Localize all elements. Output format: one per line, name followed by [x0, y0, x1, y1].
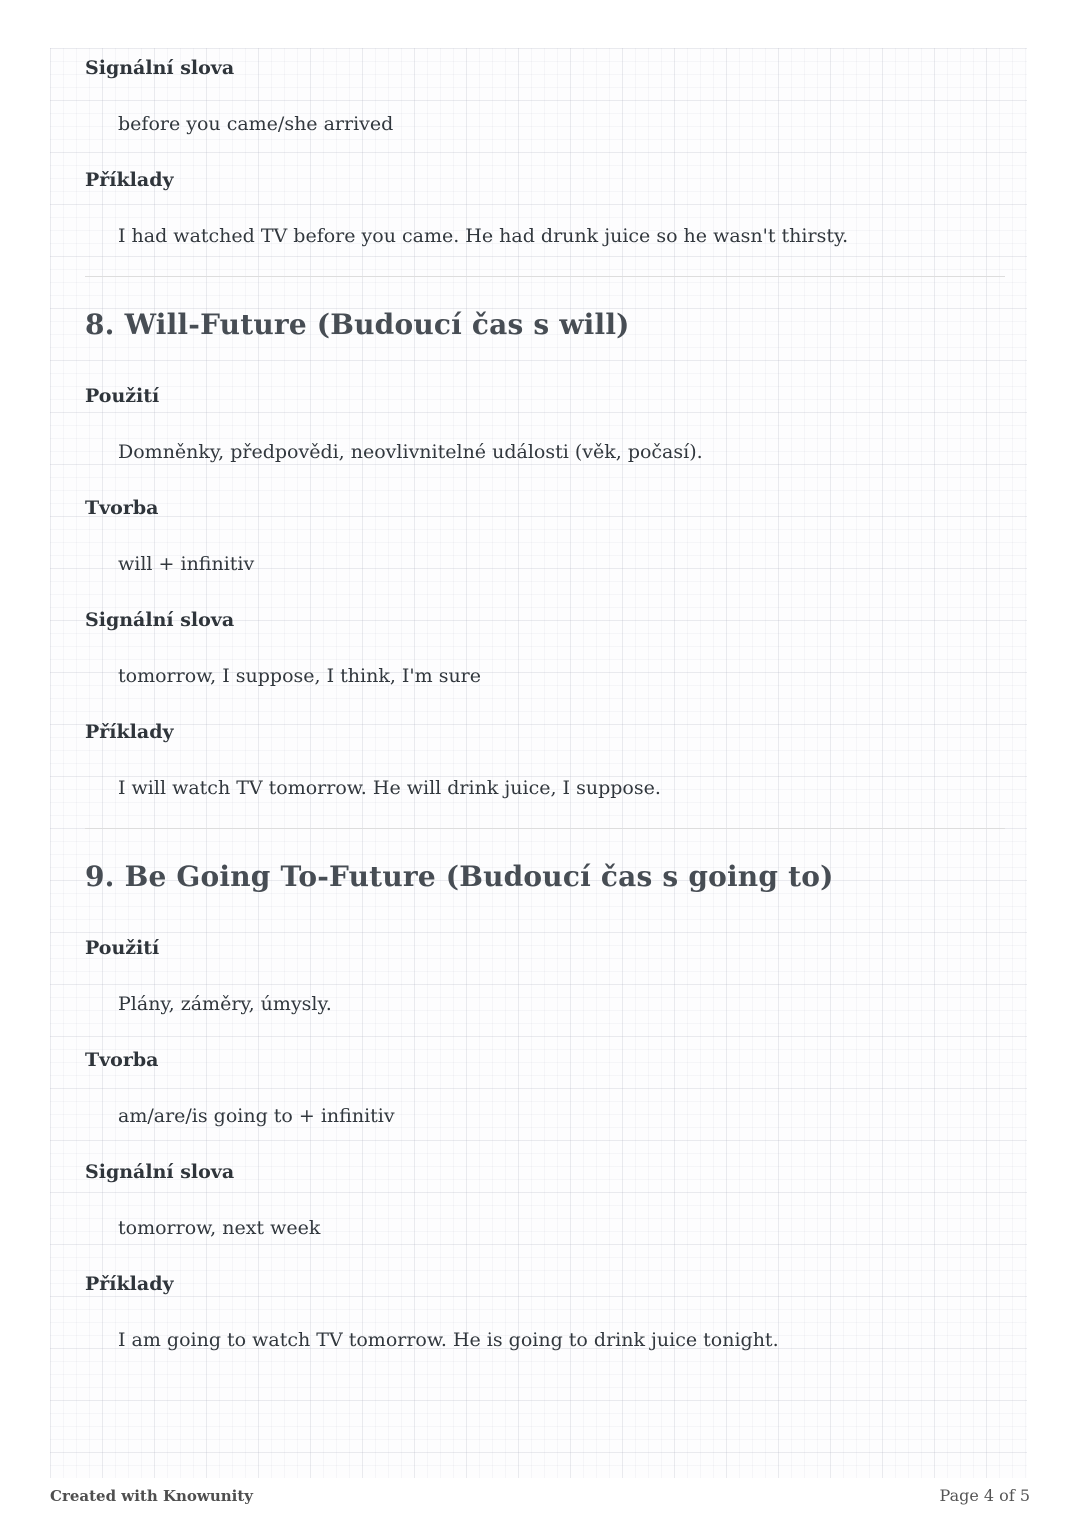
field-value: Domněnky, předpovědi, neovlivnitelné události (věk, počasí). — [118, 441, 703, 463]
section-past-perfect-tail — [85, 56, 1005, 248]
field-label: Signální slova — [85, 1161, 235, 1183]
field-label: Příklady — [85, 721, 174, 743]
field-value: I am going to watch TV tomorrow. He is going to drink juice tonight. — [118, 1329, 779, 1351]
field-value: I had watched TV before you came. He had drunk juice so he wasn't thirsty. — [118, 225, 849, 247]
field-label: Použití — [85, 937, 160, 959]
field-label: Signální slova — [85, 57, 235, 79]
field-value: tomorrow, I suppose, I think, I'm sure — [118, 665, 482, 687]
section-be-going-to-future — [85, 856, 1005, 1352]
field-value: before you came/she arrived — [118, 113, 394, 135]
section-divider — [85, 276, 1005, 277]
page-content — [85, 0, 1005, 1384]
footer-page-number: Page 4 of 5 — [939, 1486, 1030, 1505]
field-value: I will watch TV tomorrow. He will drink juice, I suppose. — [118, 777, 661, 799]
section-heading: 9. Be Going To-Future (Budoucí čas s going to) — [85, 860, 834, 893]
field-label: Příklady — [85, 1273, 174, 1295]
field-value: will + infinitiv — [118, 553, 255, 575]
field-label: Signální slova — [85, 609, 235, 631]
page-footer — [50, 1486, 1030, 1505]
field-label: Použití — [85, 385, 160, 407]
field-value: tomorrow, next week — [118, 1217, 321, 1239]
field-label: Tvorba — [85, 1049, 159, 1071]
field-label: Příklady — [85, 169, 174, 191]
footer-branding: Created with Knowunity — [50, 1487, 253, 1505]
section-heading: 8. Will-Future (Budoucí čas s will) — [85, 308, 630, 341]
field-label: Tvorba — [85, 497, 159, 519]
section-divider — [85, 828, 1005, 829]
section-will-future — [85, 304, 1005, 800]
field-value: Plány, záměry, úmysly. — [118, 993, 332, 1015]
field-value: am/are/is going to + infinitiv — [118, 1105, 395, 1127]
